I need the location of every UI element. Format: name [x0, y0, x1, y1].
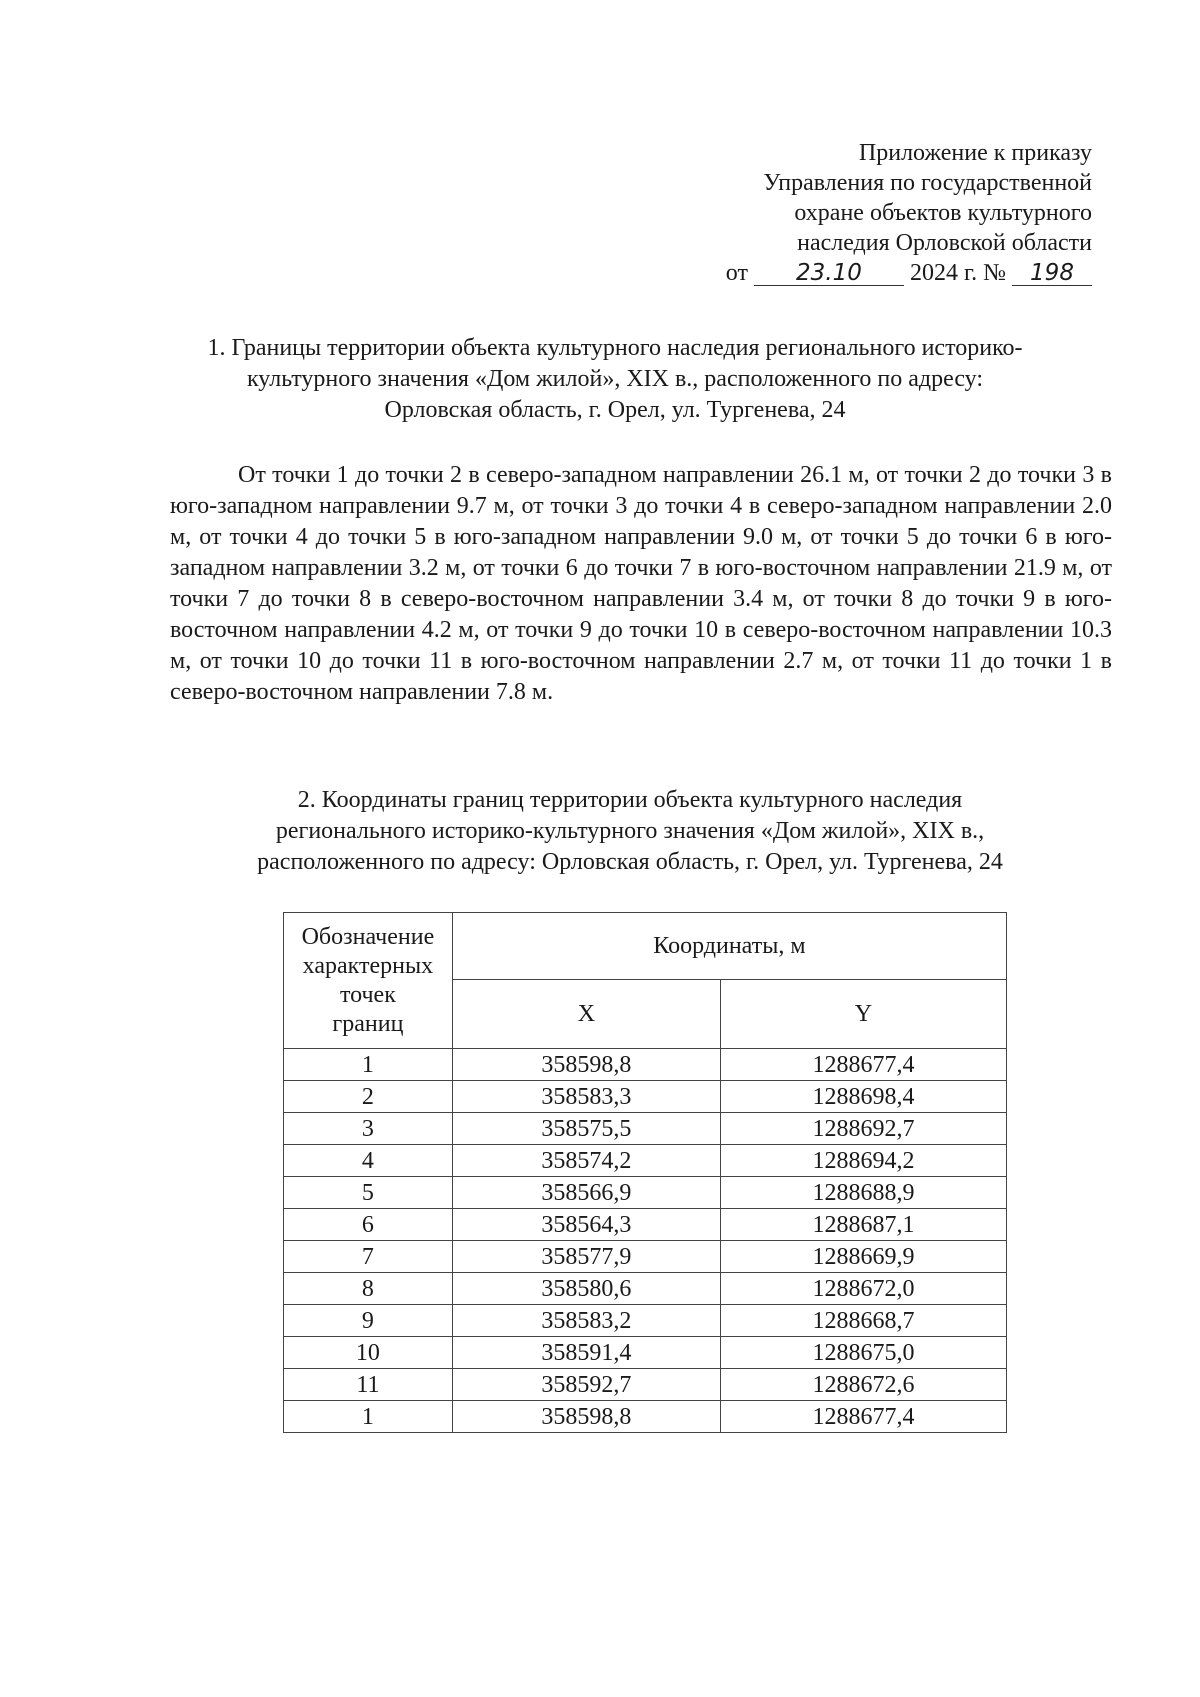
table-row — [284, 1049, 1007, 1081]
coordinates-table — [283, 912, 1007, 1433]
y-cell: 1288694,2 — [720, 1145, 1006, 1177]
header-label-line: границ — [332, 1010, 404, 1037]
x-cell: 358580,6 — [452, 1273, 720, 1305]
point-cell: 1 — [284, 1401, 453, 1433]
point-cell: 6 — [284, 1209, 453, 1241]
y-cell: 1288677,4 — [720, 1049, 1006, 1081]
coordinates-header: Координаты, м — [452, 913, 1006, 980]
x-cell: 358583,3 — [452, 1081, 720, 1113]
point-cell: 7 — [284, 1241, 453, 1273]
x-header: X — [452, 980, 720, 1049]
y-cell: 1288692,7 — [720, 1113, 1006, 1145]
y-cell: 1288688,9 — [720, 1177, 1006, 1209]
table-row — [284, 1305, 1007, 1337]
point-cell: 4 — [284, 1145, 453, 1177]
table-row — [284, 1241, 1007, 1273]
handwritten-date: 23.10 — [754, 261, 904, 286]
point-cell: 1 — [284, 1049, 453, 1081]
point-cell: 2 — [284, 1081, 453, 1113]
point-label-header — [284, 913, 453, 1049]
header-line: Приложение к приказу — [858, 140, 1092, 166]
section1-title-line: 1. Границы территории объекта культурного наследия регионального историко- — [207, 335, 1023, 361]
y-cell: 1288669,9 — [720, 1241, 1006, 1273]
order-reference — [572, 258, 1092, 288]
table-row — [284, 1273, 1007, 1305]
table-row — [284, 1337, 1007, 1369]
section2-title-line: регионального историко-культурного значения «Дом жилой», XIX в., — [275, 818, 985, 844]
handwritten-order-number: 198 — [1012, 261, 1092, 286]
section2-title-line: 2. Координаты границ территории объекта культурного наследия — [297, 787, 963, 813]
y-cell: 1288687,1 — [720, 1209, 1006, 1241]
table-row — [284, 1113, 1007, 1145]
boundary-description: От точки 1 до точки 2 в северо-западном направлении 26.1 м, от точки 2 до точки 3 в юго-западном направлении 9.7 м, от точки 3 до точки 4 в северо-западном направлении 2.0 м, от точки 4 до точки 5 в юго-западном направлении 9.0 м, от точки 5 до точки 6 в юго-западном направлении 3.2 м, от точки 6 до точки 7 в юго-восточном направлении 21.9 м, от точки 7 до точки 8 в северо-восточном направлении 3.4 м, от точки 8 до точки 9 в юго-восточном направлении 4.2 м, от точки 9 до точки 10 в северо-восточном направлении 10.3 м, от точки 10 до точки 11 в юго-восточном направлении 2.7 м, от точки 11 до точки 1 в северо-восточном направлении 7.8 м. — [170, 462, 1112, 705]
x-cell: 358574,2 — [452, 1145, 720, 1177]
header-label-line: характерных — [302, 952, 434, 979]
point-cell: 8 — [284, 1273, 453, 1305]
y-cell: 1288698,4 — [720, 1081, 1006, 1113]
table-row — [284, 1177, 1007, 1209]
section1-title-line: культурного значения «Дом жилой», XIX в., расположенного по адресу: — [246, 366, 984, 392]
x-cell: 358564,3 — [452, 1209, 720, 1241]
y-header: Y — [720, 980, 1006, 1049]
header-label-line: точек — [339, 981, 396, 1008]
x-cell: 358583,2 — [452, 1305, 720, 1337]
y-cell: 1288672,6 — [720, 1369, 1006, 1401]
section1-title — [150, 333, 1080, 426]
x-cell: 358598,8 — [452, 1049, 720, 1081]
point-cell: 10 — [284, 1337, 453, 1369]
x-cell: 358566,9 — [452, 1177, 720, 1209]
table-row — [284, 1081, 1007, 1113]
x-cell: 358577,9 — [452, 1241, 720, 1273]
point-cell: 5 — [284, 1177, 453, 1209]
y-cell: 1288677,4 — [720, 1401, 1006, 1433]
date-prefix: от — [725, 260, 748, 286]
header-line: Управления по государственной — [763, 170, 1092, 196]
x-cell: 358591,4 — [452, 1337, 720, 1369]
appendix-header — [572, 138, 1092, 288]
year-text: 2024 г. № — [909, 260, 1006, 286]
y-cell: 1288668,7 — [720, 1305, 1006, 1337]
point-cell: 9 — [284, 1305, 453, 1337]
x-cell: 358575,5 — [452, 1113, 720, 1145]
header-line: охране объектов культурного — [794, 200, 1092, 226]
section2-title-line: расположенного по адресу: Орловская область, г. Орел, ул. Тургенева, 24 — [257, 849, 1003, 875]
section1-title-line: Орловская область, г. Орел, ул. Тургенева, 24 — [384, 397, 846, 423]
table-row — [284, 1209, 1007, 1241]
section2-title — [160, 785, 1100, 878]
table-row — [284, 1145, 1007, 1177]
header-line: наследия Орловской области — [797, 230, 1092, 256]
header-label-line: Обозначение — [301, 923, 435, 950]
coordinates-body — [284, 1049, 1007, 1433]
table-row — [284, 1369, 1007, 1401]
x-cell: 358598,8 — [452, 1401, 720, 1433]
point-cell: 11 — [284, 1369, 453, 1401]
y-cell: 1288675,0 — [720, 1337, 1006, 1369]
y-cell: 1288672,0 — [720, 1273, 1006, 1305]
x-cell: 358592,7 — [452, 1369, 720, 1401]
table-row — [284, 1401, 1007, 1433]
point-cell: 3 — [284, 1113, 453, 1145]
